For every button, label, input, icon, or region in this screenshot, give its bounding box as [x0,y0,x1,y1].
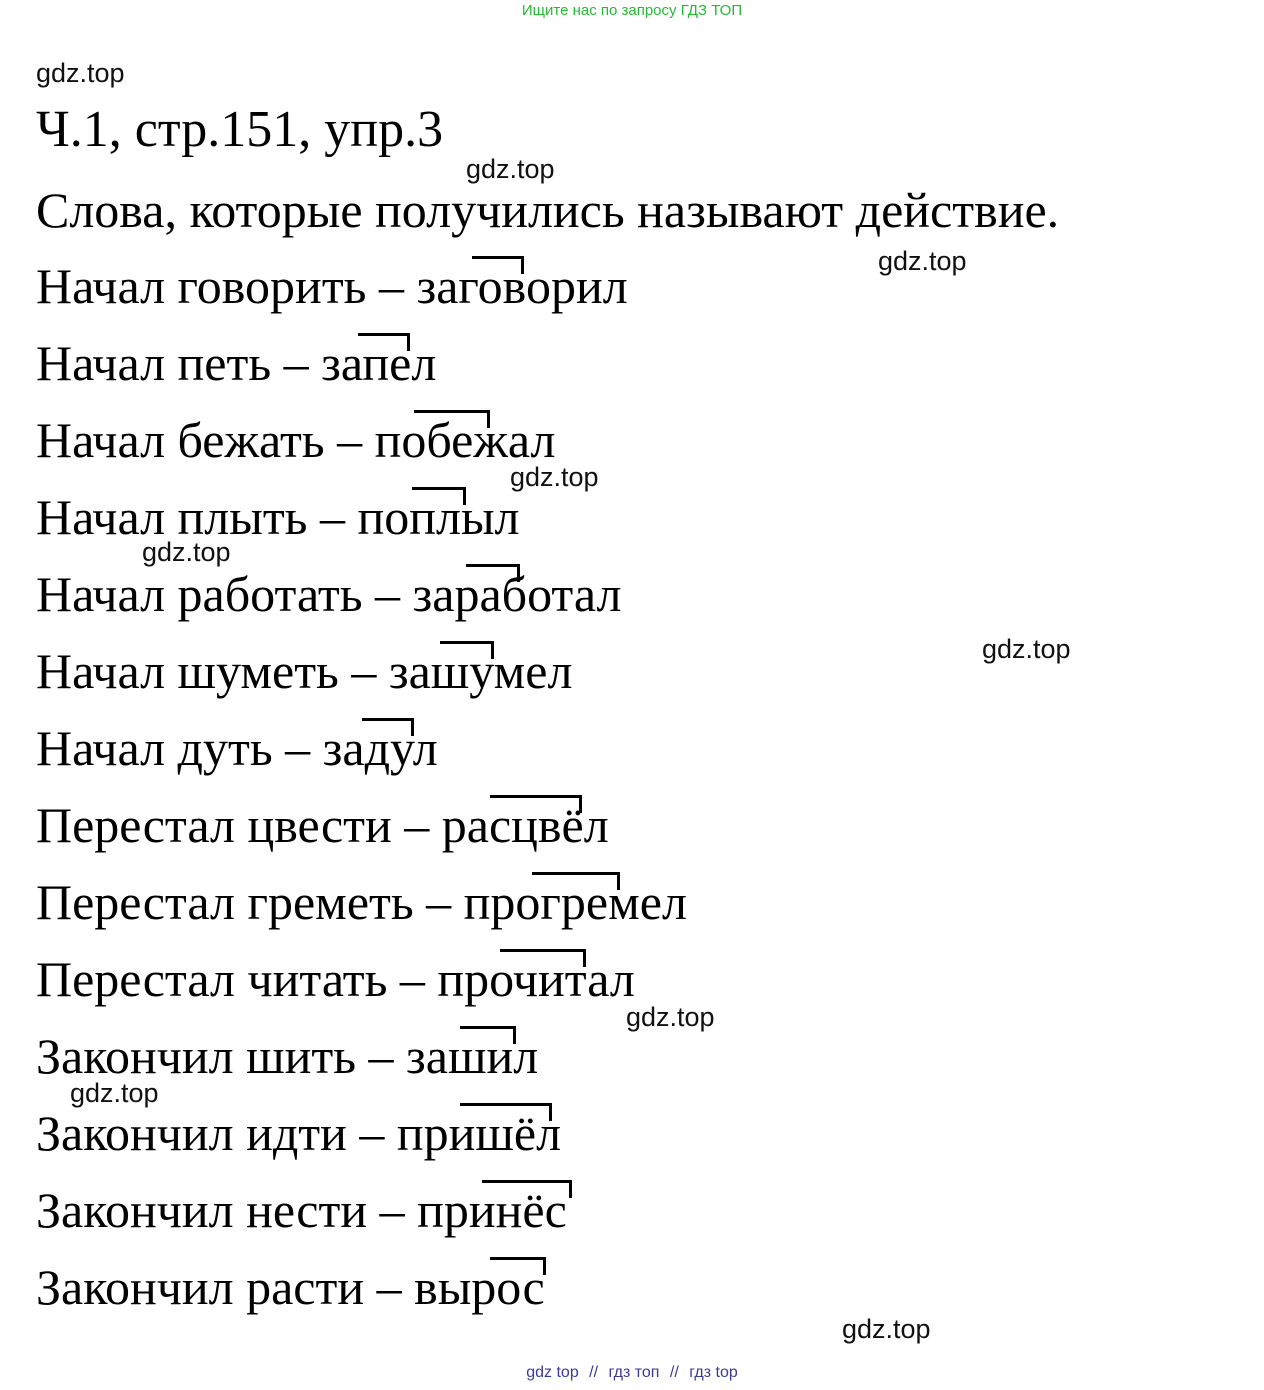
exercise-heading: Ч.1, стр.151, упр.3 [36,101,444,158]
answer-line: Закончил идти – пришёл [36,1105,562,1161]
answer-line: Начал бежать – побежал [36,412,556,468]
answer-line: Начал работать – заработал [36,566,622,622]
prefix-mark [460,1026,516,1044]
footer-link-middle[interactable]: гдз топ [608,1364,660,1381]
watermark: gdz.top [878,246,967,276]
watermark: gdz.top [842,1314,931,1344]
answer-line: Перестал греметь – прогремел [36,874,687,930]
answer-line: Закончил нести – принёс [36,1182,567,1238]
watermark: gdz.top [982,634,1071,664]
footer-link-right[interactable]: гдз top [689,1364,738,1381]
exercise-intro: Слова, которые получились называют действие. [36,182,1060,238]
footer-separator: // [669,1364,679,1381]
prefix-mark [440,641,494,659]
prefix-mark [460,1103,552,1121]
prefix-mark [490,795,582,813]
answer-line: Перестал читать – прочитал [36,951,635,1007]
answer-line: Начал петь – запел [36,335,437,391]
watermark: gdz.top [626,1002,715,1032]
answer-line: Закончил шить – зашил [36,1028,539,1084]
answer-line: Начал дуть – задул [36,720,438,776]
prefix-mark [412,487,466,505]
answer-line: Начал шуметь – зашумел [36,643,573,699]
answer-line: Начал говорить – заговорил [36,258,628,314]
answer-line: Начал плыть – поплыл [36,489,520,545]
answer-line: Перестал цвести – расцвёл [36,797,609,853]
top-banner: Ищите нас по запросу ГДЗ ТОП [521,2,743,19]
prefix-mark [466,564,520,582]
answer-line: Закончил расти – вырос [36,1259,545,1315]
prefix-mark [358,333,410,351]
prefix-mark [500,949,586,967]
prefix-mark [414,410,490,428]
prefix-mark [472,256,524,274]
prefix-mark [490,1257,546,1275]
footer [0,1364,1264,1382]
watermark: gdz.top [70,1078,159,1108]
footer-separator: // [589,1364,599,1381]
prefix-mark [362,718,414,736]
footer-link-left[interactable]: gdz top [526,1364,579,1381]
watermark: gdz.top [142,537,231,567]
prefix-mark [532,872,620,890]
watermark: gdz.top [36,58,125,88]
watermark: gdz.top [510,462,599,492]
watermark: gdz.top [466,154,555,184]
prefix-mark [482,1180,572,1198]
